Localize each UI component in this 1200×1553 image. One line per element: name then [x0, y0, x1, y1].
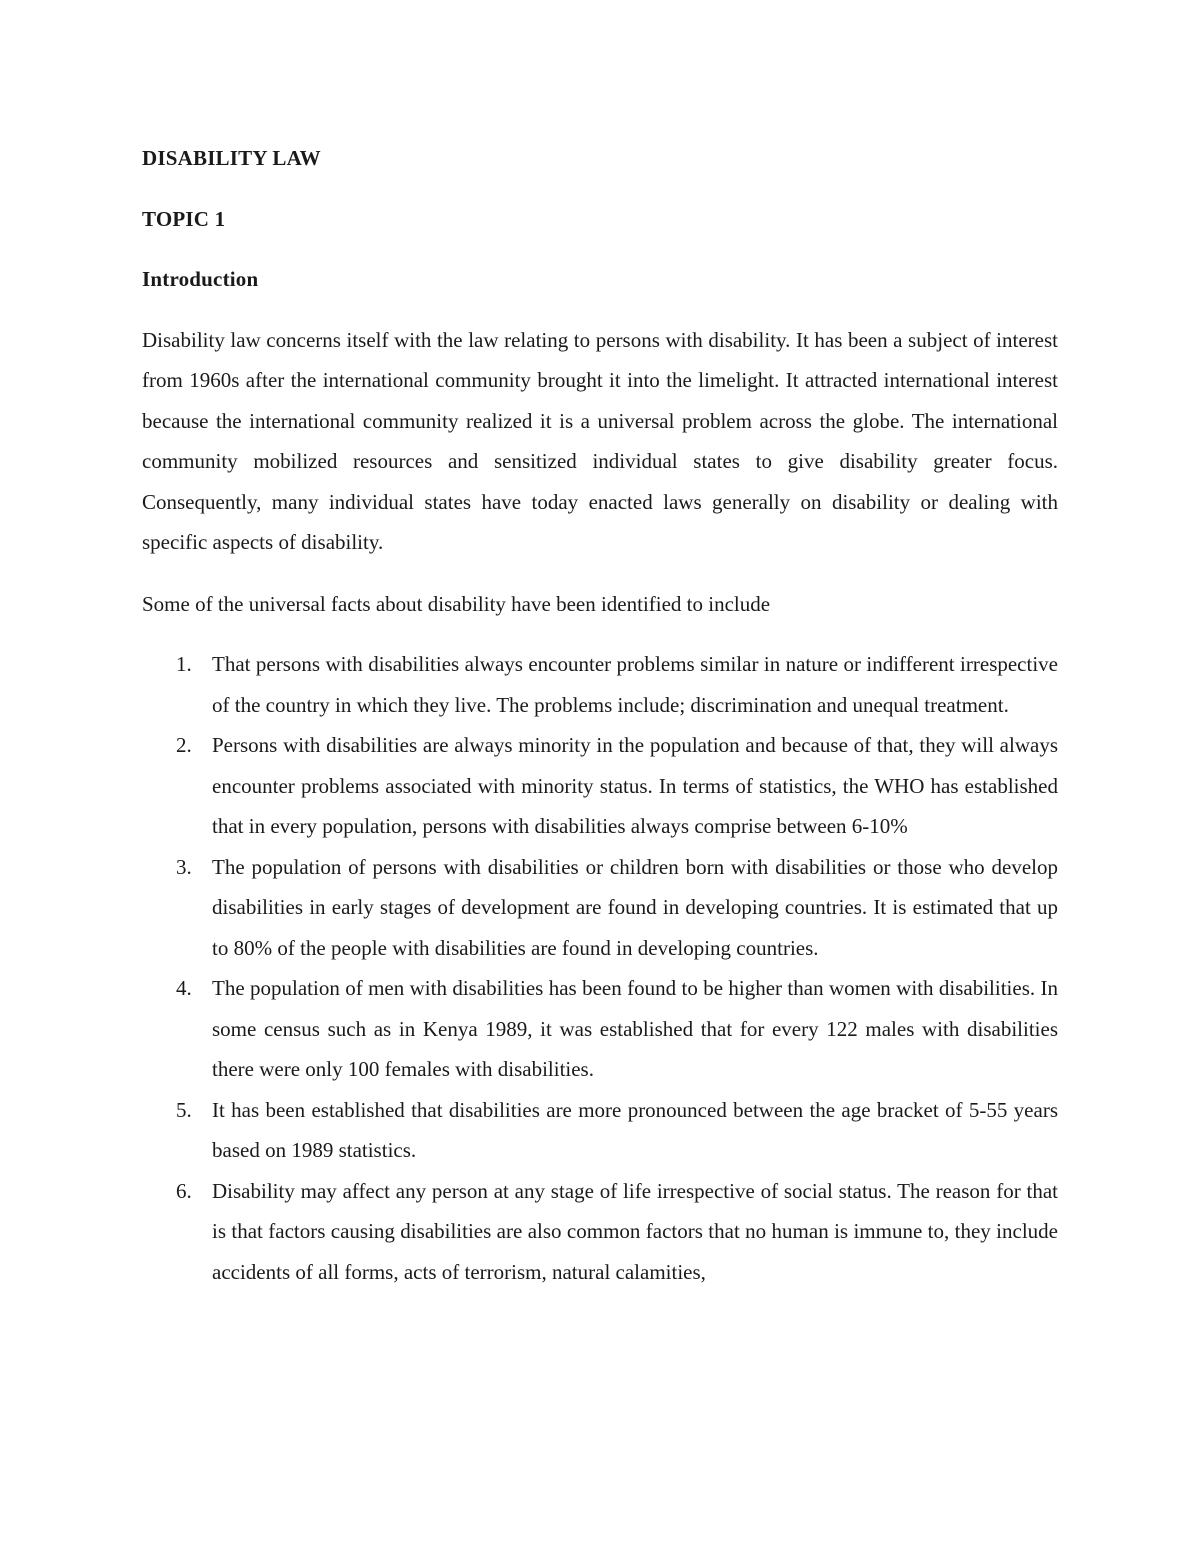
list-item-text: Disability may affect any person at any stage of life irrespective of social status. The reason for that is that factors causing disabilities are also common factors that no human is immune to, they include accidents of all forms, acts of terrorism, natural calamities, — [212, 1178, 1058, 1284]
list-item-text: Persons with disabilities are always minority in the population and because of that, they will always encounter problems associated with minority status. In terms of statistics, the WHO has established that in every population, persons with disabilities always comprise between 6-10% — [212, 733, 1058, 838]
intro-paragraph: Disability law concerns itself with the law relating to persons with disability. It has been a subject of interest from 1960s after the international community brought it into the limelight. It attracted international interest because the international community realized it is a universal problem across the globe. The international community mobilized resources and sensitized individual states to give disability greater focus. Consequently, many individual states have today enacted laws generally on disability or dealing with specific aspects of disability. — [142, 327, 1058, 554]
list-item-text: That persons with disabilities always encounter problems similar in nature or indifferent irrespective of the country in which they live. The problems include; discrimination and unequal treatment. — [212, 652, 1058, 717]
list-item — [142, 725, 1058, 847]
list-item-number: 5. — [176, 1097, 192, 1122]
list-item-number: 1. — [176, 652, 192, 676]
list-item-number: 4. — [176, 976, 192, 1000]
list-item-text: The population of persons with disabilities or children born with disabilities or those who develop disabilities in early stages of development are found in developing countries. It is estimated that up to 80% of the people with disabilities are found in developing countries. — [212, 854, 1058, 960]
section-heading: Introduction — [142, 267, 259, 291]
list-item-number: 2. — [176, 733, 192, 757]
topic-heading: TOPIC 1 — [142, 206, 226, 231]
list-item — [142, 644, 1058, 725]
list-item-number: 6. — [176, 1178, 192, 1203]
list-item — [142, 847, 1058, 969]
lead-in-paragraph: Some of the universal facts about disability have been identified to include — [142, 591, 771, 616]
document-body — [142, 138, 1058, 1292]
list-item — [142, 968, 1058, 1090]
facts-list — [142, 644, 1058, 1292]
list-item-text: It has been established that disabilities are more pronounced between the age bracket of 5-55 years based on 1989 statistics. — [212, 1097, 1058, 1162]
list-item — [142, 1090, 1058, 1171]
list-item — [142, 1171, 1058, 1293]
document-title: DISABILITY LAW — [142, 146, 321, 170]
list-item-text: The population of men with disabilities has been found to be higher than women with disabilities. In some census such as in Kenya 1989, it was established that for every 122 males with disabilities there were only 100 females with disabilities. — [212, 976, 1058, 1081]
list-item-number: 3. — [176, 854, 192, 879]
